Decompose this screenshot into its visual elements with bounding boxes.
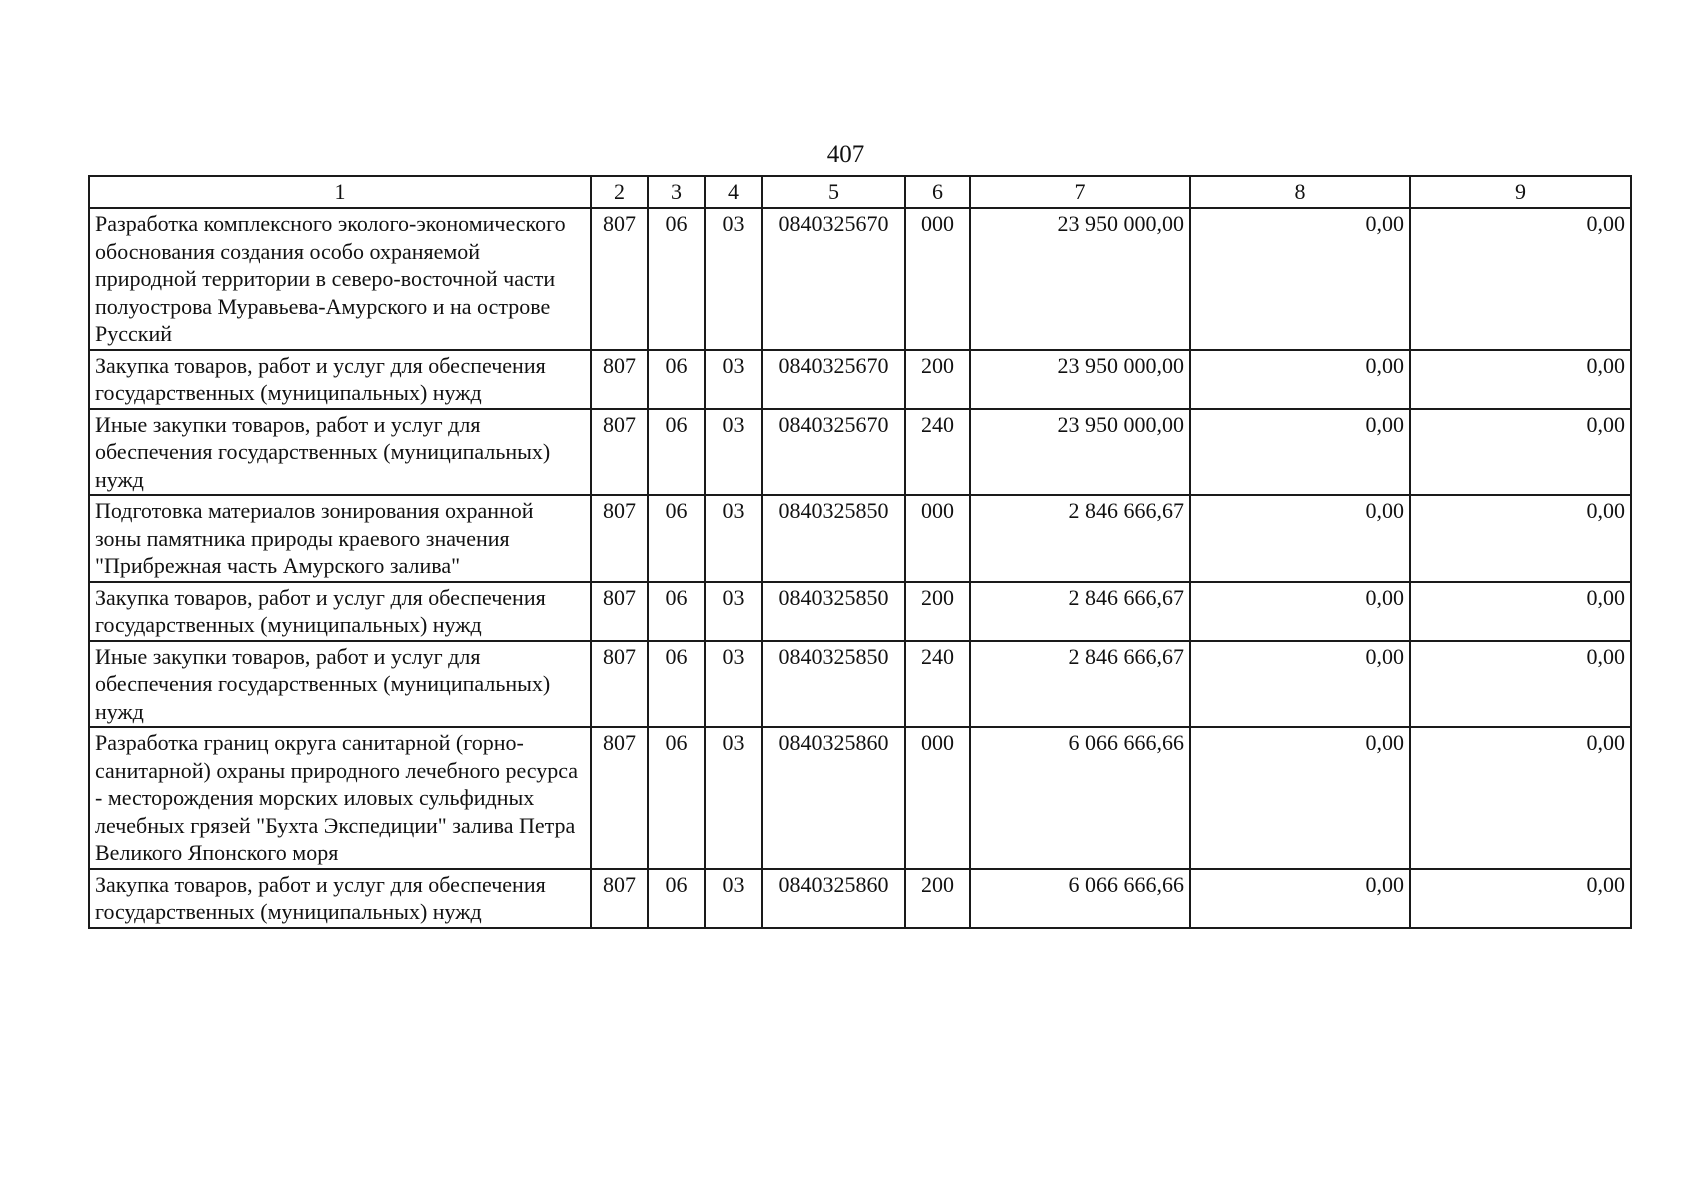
table-row (89, 641, 1631, 728)
column-header: 1 (89, 176, 591, 208)
amount-col8: 0,00 (1190, 641, 1410, 728)
amount-col7: 23 950 000,00 (970, 208, 1190, 350)
column-header: 6 (905, 176, 970, 208)
table-row (89, 208, 1631, 350)
amount-col9: 0,00 (1410, 869, 1631, 928)
expense-type-code: 240 (905, 409, 970, 496)
amount-col7: 23 950 000,00 (970, 350, 1190, 409)
amount-col9: 0,00 (1410, 208, 1631, 350)
subsection-code: 03 (705, 869, 762, 928)
amount-col9: 0,00 (1410, 350, 1631, 409)
item-name: Иные закупки товаров, работ и услуг для обеспечения государственных (муниципальных) нужд (89, 409, 591, 496)
budget-table (88, 175, 1632, 929)
amount-col7: 2 846 666,67 (970, 641, 1190, 728)
item-name: Иные закупки товаров, работ и услуг для обеспечения государственных (муниципальных) нужд (89, 641, 591, 728)
expense-type-code: 000 (905, 495, 970, 582)
section-code: 06 (648, 727, 705, 869)
amount-col8: 0,00 (1190, 409, 1410, 496)
column-header: 3 (648, 176, 705, 208)
target-article-code: 0840325670 (762, 350, 905, 409)
table-row (89, 869, 1631, 928)
column-header: 5 (762, 176, 905, 208)
table-row (89, 495, 1631, 582)
ministry-code: 807 (591, 582, 648, 641)
amount-col9: 0,00 (1410, 727, 1631, 869)
ministry-code: 807 (591, 409, 648, 496)
ministry-code: 807 (591, 641, 648, 728)
amount-col7: 6 066 666,66 (970, 727, 1190, 869)
target-article-code: 0840325850 (762, 495, 905, 582)
amount-col9: 0,00 (1410, 495, 1631, 582)
item-name: Закупка товаров, работ и услуг для обеспечения государственных (муниципальных) нужд (89, 350, 591, 409)
amount-col8: 0,00 (1190, 350, 1410, 409)
ministry-code: 807 (591, 350, 648, 409)
amount-col8: 0,00 (1190, 208, 1410, 350)
expense-type-code: 000 (905, 208, 970, 350)
item-name: Разработка границ округа санитарной (горно-санитарной) охраны природного лечебного ресурса - месторождения морских иловых сульфидных лечебных грязей "Бухта Экспедиции" залива Петра Великого Японского моря (89, 727, 591, 869)
subsection-code: 03 (705, 641, 762, 728)
section-code: 06 (648, 208, 705, 350)
target-article-code: 0840325850 (762, 641, 905, 728)
expense-type-code: 200 (905, 869, 970, 928)
amount-col8: 0,00 (1190, 727, 1410, 869)
target-article-code: 0840325860 (762, 727, 905, 869)
amount-col7: 2 846 666,67 (970, 582, 1190, 641)
subsection-code: 03 (705, 582, 762, 641)
amount-col9: 0,00 (1410, 409, 1631, 496)
column-header: 4 (705, 176, 762, 208)
ministry-code: 807 (591, 208, 648, 350)
item-name: Разработка комплексного эколого-экономического обоснования создания особо охраняемой природной территории в северо-восточной части полуострова Муравьева-Амурского и на острове Русский (89, 208, 591, 350)
subsection-code: 03 (705, 727, 762, 869)
amount-col7: 2 846 666,67 (970, 495, 1190, 582)
amount-col7: 6 066 666,66 (970, 869, 1190, 928)
expense-type-code: 200 (905, 582, 970, 641)
section-code: 06 (648, 350, 705, 409)
amount-col8: 0,00 (1190, 495, 1410, 582)
column-header: 7 (970, 176, 1190, 208)
target-article-code: 0840325670 (762, 208, 905, 350)
target-article-code: 0840325850 (762, 582, 905, 641)
amount-col7: 23 950 000,00 (970, 409, 1190, 496)
amount-col9: 0,00 (1410, 641, 1631, 728)
subsection-code: 03 (705, 350, 762, 409)
subsection-code: 03 (705, 495, 762, 582)
section-code: 06 (648, 495, 705, 582)
subsection-code: 03 (705, 208, 762, 350)
item-name: Закупка товаров, работ и услуг для обеспечения государственных (муниципальных) нужд (89, 582, 591, 641)
table-row (89, 582, 1631, 641)
target-article-code: 0840325670 (762, 409, 905, 496)
ministry-code: 807 (591, 869, 648, 928)
column-header: 2 (591, 176, 648, 208)
expense-type-code: 000 (905, 727, 970, 869)
item-name: Подготовка материалов зонирования охранной зоны памятника природы краевого значения "Прибрежная часть Амурского залива" (89, 495, 591, 582)
item-name: Закупка товаров, работ и услуг для обеспечения государственных (муниципальных) нужд (89, 869, 591, 928)
amount-col8: 0,00 (1190, 869, 1410, 928)
table-row (89, 409, 1631, 496)
expense-type-code: 240 (905, 641, 970, 728)
ministry-code: 807 (591, 495, 648, 582)
column-header: 8 (1190, 176, 1410, 208)
expense-type-code: 200 (905, 350, 970, 409)
subsection-code: 03 (705, 409, 762, 496)
table-row (89, 350, 1631, 409)
section-code: 06 (648, 582, 705, 641)
target-article-code: 0840325860 (762, 869, 905, 928)
column-header-row (89, 176, 1631, 208)
amount-col9: 0,00 (1410, 582, 1631, 641)
section-code: 06 (648, 869, 705, 928)
ministry-code: 807 (591, 727, 648, 869)
section-code: 06 (648, 641, 705, 728)
column-header: 9 (1410, 176, 1631, 208)
table-row (89, 727, 1631, 869)
page-number: 407 (826, 141, 865, 168)
amount-col8: 0,00 (1190, 582, 1410, 641)
section-code: 06 (648, 409, 705, 496)
